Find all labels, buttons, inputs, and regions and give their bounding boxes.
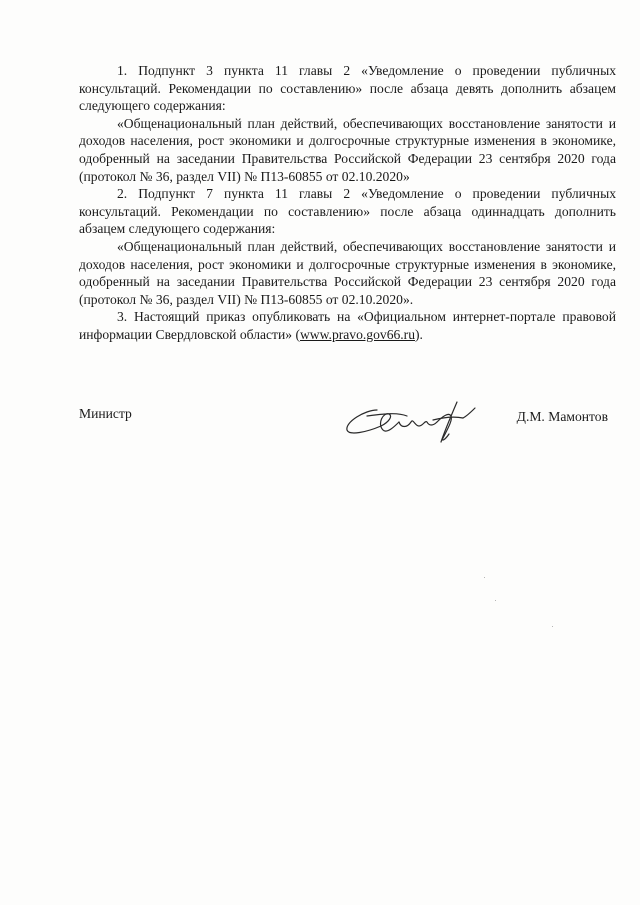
paragraph-item-2-addition: «Общенациональный план действий, обеспечивающих восстановление занятости и доходов населения, рост экономики и долгосрочные структурные изменения в экономике, одобренный на заседании Правительства Российской Федерации 23 сентября 2020 года (протокол № 36, раздел VII) № П13-60855 от 02.10.2020». xyxy=(79,238,616,307)
scan-speck xyxy=(495,600,496,601)
handwritten-signature xyxy=(337,396,487,448)
scan-speck xyxy=(552,626,553,627)
paragraph-item-3-publish xyxy=(79,308,616,343)
scan-speck xyxy=(484,577,485,578)
document-body xyxy=(79,62,616,344)
signer-name: Д.М. Мамонтов xyxy=(516,409,608,424)
publish-text-before: 3. Настоящий приказ опубликовать на «Официальном интернет-портале правовой информации Свердловской области» ( xyxy=(79,309,616,342)
position-title: Министр xyxy=(79,406,132,421)
paragraph-item-1-addition: «Общенациональный план действий, обеспечивающих восстановление занятости и доходов населения, рост экономики и долгосрочные структурные изменения в экономике, одобренный на заседании Правительства Российской Федерации 23 сентября 2020 года (протокол № 36, раздел VII) № П13-60855 от 02.10.2020» xyxy=(79,115,616,184)
paragraph-item-2: 2. Подпункт 7 пункта 11 главы 2 «Уведомление о проведении публичных консультаций. Рекомендации по составлению» после абзаца одиннадцать дополнить абзацем следующего содержания: xyxy=(79,186,616,237)
signature-block xyxy=(79,404,616,444)
publish-text-after: ). xyxy=(415,326,423,342)
portal-link[interactable]: www.pravo.gov66.ru xyxy=(299,326,416,342)
paragraph-item-1: 1. Подпункт 3 пункта 11 главы 2 «Уведомление о проведении публичных консультаций. Рекомендации по составлению» после абзаца девять дополнить абзацем следующего содержания: xyxy=(79,63,616,114)
